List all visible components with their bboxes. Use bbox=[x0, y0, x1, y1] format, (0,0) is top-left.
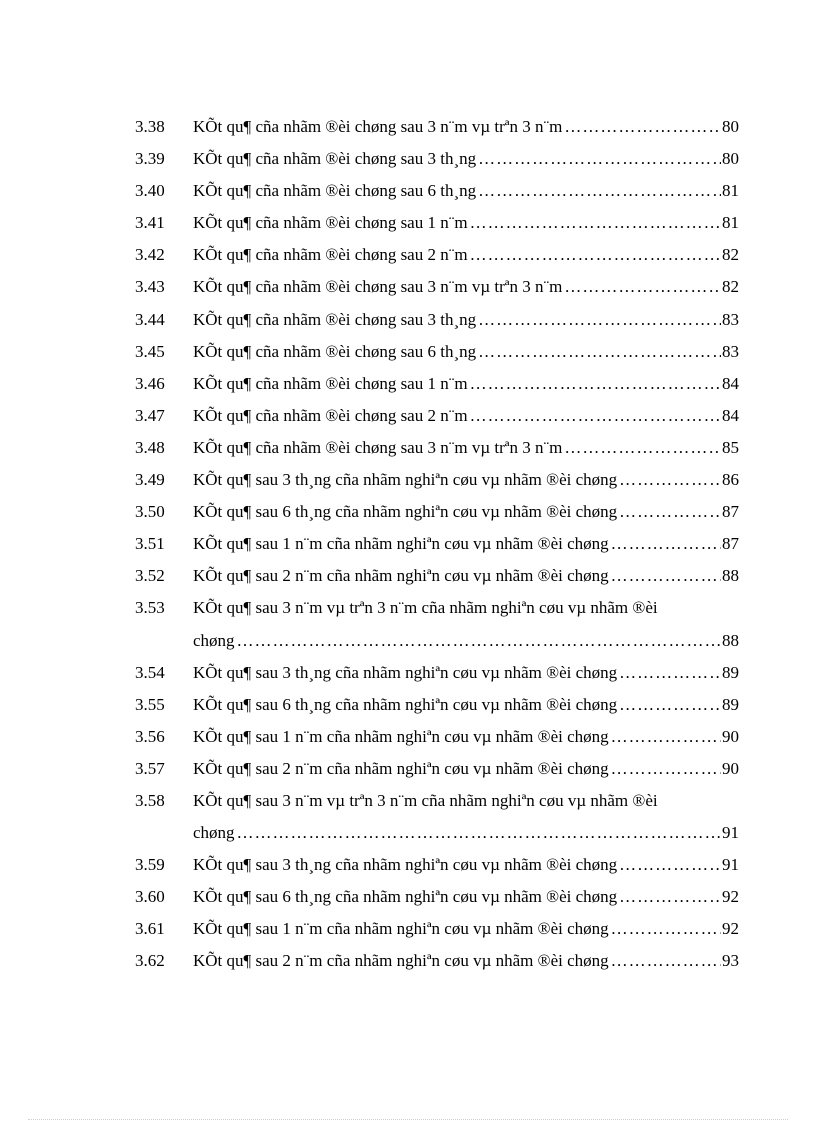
entry-title: KÕt qu¶ sau 3 th¸ng cña nhãm nghiªn cøu vµ nhãm ®èi chøng bbox=[193, 662, 618, 682]
entry-page: 92 bbox=[722, 887, 739, 907]
entry-page: 93 bbox=[722, 951, 739, 971]
entry-title: KÕt qu¶ cña nhãm ®èi chøng sau 6 th¸ng bbox=[193, 341, 477, 361]
toc-entry-multiline[interactable] bbox=[135, 592, 739, 656]
toc-entry[interactable] bbox=[135, 528, 739, 560]
entry-number: 3.60 bbox=[135, 887, 165, 907]
toc-entry[interactable] bbox=[135, 689, 739, 721]
dot-leader bbox=[478, 304, 721, 336]
toc-entry[interactable] bbox=[135, 175, 739, 207]
entry-title: KÕt qu¶ cña nhãm ®èi chøng sau 2 n¨m bbox=[193, 405, 468, 425]
entry-page: 86 bbox=[722, 470, 739, 490]
dot-leader bbox=[237, 625, 721, 657]
entry-title: KÕt qu¶ sau 2 n¨m cña nhãm nghiªn cøu vµ nhãm ®èi chøng bbox=[193, 566, 609, 586]
dot-leader bbox=[564, 271, 721, 303]
toc-entry[interactable] bbox=[135, 913, 739, 945]
entry-title: KÕt qu¶ sau 3 th¸ng cña nhãm nghiªn cøu vµ nhãm ®èi chøng bbox=[193, 855, 618, 875]
entry-number: 3.39 bbox=[135, 149, 165, 169]
entry-page: 87 bbox=[722, 502, 739, 522]
toc-entry[interactable] bbox=[135, 560, 739, 592]
toc-entry[interactable] bbox=[135, 400, 739, 432]
entry-title: KÕt qu¶ sau 2 n¨m cña nhãm nghiªn cøu vµ nhãm ®èi chøng bbox=[193, 758, 609, 778]
entry-title-line1: KÕt qu¶ sau 3 n¨m vµ trªn 3 n¨m cña nhãm nghiªn cøu vµ nhãm ®èi bbox=[193, 598, 658, 618]
entry-title: KÕt qu¶ sau 1 n¨m cña nhãm nghiªn cøu vµ nhãm ®èi chøng bbox=[193, 534, 609, 554]
entry-number: 3.49 bbox=[135, 470, 165, 490]
entry-page: 80 bbox=[722, 149, 739, 169]
entry-page: 81 bbox=[722, 181, 739, 201]
toc-entry[interactable] bbox=[135, 336, 739, 368]
dot-leader bbox=[470, 207, 721, 239]
dot-leader bbox=[478, 175, 721, 207]
entry-number: 3.52 bbox=[135, 566, 165, 586]
entry-page: 84 bbox=[722, 373, 739, 393]
dot-leader bbox=[619, 496, 721, 528]
entry-page: 87 bbox=[722, 534, 739, 554]
dot-leader bbox=[237, 817, 721, 849]
entry-number: 3.54 bbox=[135, 662, 165, 682]
entry-number: 3.41 bbox=[135, 213, 165, 233]
dot-leader bbox=[619, 657, 721, 689]
entry-title-line1: KÕt qu¶ sau 3 n¨m vµ trªn 3 n¨m cña nhãm nghiªn cøu vµ nhãm ®èi bbox=[193, 790, 658, 810]
entry-number: 3.44 bbox=[135, 309, 165, 329]
entry-title: KÕt qu¶ cña nhãm ®èi chøng sau 1 n¨m bbox=[193, 213, 468, 233]
entry-title: KÕt qu¶ cña nhãm ®èi chøng sau 3 th¸ng bbox=[193, 309, 477, 329]
entry-number: 3.59 bbox=[135, 855, 165, 875]
entry-title: KÕt qu¶ sau 2 n¨m cña nhãm nghiªn cøu vµ nhãm ®èi chøng bbox=[193, 951, 609, 971]
entry-title: KÕt qu¶ cña nhãm ®èi chøng sau 2 n¨m bbox=[193, 245, 468, 265]
entry-title: KÕt qu¶ cña nhãm ®èi chøng sau 6 th¸ng bbox=[193, 181, 477, 201]
entry-title: KÕt qu¶ sau 1 n¨m cña nhãm nghiªn cøu vµ nhãm ®èi chøng bbox=[193, 919, 609, 939]
entry-page: 82 bbox=[722, 245, 739, 265]
entry-page: 90 bbox=[722, 726, 739, 746]
entry-title: KÕt qu¶ sau 1 n¨m cña nhãm nghiªn cøu vµ nhãm ®èi chøng bbox=[193, 726, 609, 746]
dot-leader bbox=[470, 400, 721, 432]
dot-leader bbox=[611, 560, 721, 592]
entry-title: KÕt qu¶ cña nhãm ®èi chøng sau 3 n¨m vµ trªn 3 n¨m bbox=[193, 437, 563, 457]
dot-leader bbox=[478, 143, 721, 175]
dot-leader bbox=[564, 432, 721, 464]
entry-number: 3.62 bbox=[135, 951, 165, 971]
entry-page: 82 bbox=[722, 277, 739, 297]
entry-page: 81 bbox=[722, 213, 739, 233]
entry-page: 89 bbox=[722, 662, 739, 682]
table-of-figures bbox=[135, 111, 739, 978]
entry-title-line2: chøng bbox=[193, 630, 235, 650]
entry-title: KÕt qu¶ cña nhãm ®èi chøng sau 3 n¨m vµ trªn 3 n¨m bbox=[193, 117, 563, 136]
toc-entry[interactable] bbox=[135, 207, 739, 239]
dot-leader bbox=[611, 945, 721, 977]
entry-page: 84 bbox=[722, 405, 739, 425]
entry-number: 3.48 bbox=[135, 437, 165, 457]
entry-number: 3.47 bbox=[135, 405, 165, 425]
entry-page: 89 bbox=[722, 694, 739, 714]
toc-entry[interactable] bbox=[135, 464, 739, 496]
dot-leader bbox=[619, 849, 721, 881]
dot-leader bbox=[611, 913, 721, 945]
dot-leader bbox=[470, 239, 721, 271]
entry-page: 88 bbox=[722, 566, 739, 586]
toc-entry[interactable] bbox=[135, 849, 739, 881]
entry-page: 90 bbox=[722, 758, 739, 778]
entry-title: KÕt qu¶ cña nhãm ®èi chøng sau 3 th¸ng bbox=[193, 149, 477, 169]
entry-title: KÕt qu¶ cña nhãm ®èi chøng sau 3 n¨m vµ trªn 3 n¨m bbox=[193, 277, 563, 297]
dot-leader bbox=[611, 753, 721, 785]
entry-number: 3.57 bbox=[135, 758, 165, 778]
dot-leader bbox=[619, 689, 721, 721]
toc-entry[interactable] bbox=[135, 368, 739, 400]
entry-title-line2: chøng bbox=[193, 823, 235, 843]
toc-entry[interactable] bbox=[135, 111, 739, 143]
dot-leader bbox=[564, 111, 721, 143]
entry-number: 3.45 bbox=[135, 341, 165, 361]
entry-number: 3.42 bbox=[135, 245, 165, 265]
dot-leader bbox=[619, 464, 721, 496]
entry-title: KÕt qu¶ sau 6 th¸ng cña nhãm nghiªn cøu vµ nhãm ®èi chøng bbox=[193, 694, 618, 714]
entry-page: 80 bbox=[722, 117, 739, 136]
dot-leader bbox=[478, 336, 721, 368]
toc-entry[interactable] bbox=[135, 753, 739, 785]
toc-entry[interactable] bbox=[135, 657, 739, 689]
dot-leader bbox=[611, 721, 721, 753]
entry-title: KÕt qu¶ sau 6 th¸ng cña nhãm nghiªn cøu vµ nhãm ®èi chøng bbox=[193, 887, 618, 907]
toc-entry[interactable] bbox=[135, 881, 739, 913]
entry-number: 3.40 bbox=[135, 181, 165, 201]
entry-number: 3.55 bbox=[135, 694, 165, 714]
entry-title: KÕt qu¶ sau 6 th¸ng cña nhãm nghiªn cøu vµ nhãm ®èi chøng bbox=[193, 502, 618, 522]
dot-leader bbox=[470, 368, 721, 400]
toc-entry[interactable] bbox=[135, 432, 739, 464]
entry-page: 88 bbox=[722, 630, 739, 650]
toc-entry[interactable] bbox=[135, 239, 739, 271]
entry-number: 3.53 bbox=[135, 598, 165, 618]
entry-title: KÕt qu¶ sau 3 th¸ng cña nhãm nghiªn cøu vµ nhãm ®èi chøng bbox=[193, 470, 618, 490]
toc-entry-multiline[interactable] bbox=[135, 785, 739, 849]
toc-entry[interactable] bbox=[135, 945, 739, 977]
entry-number: 3.58 bbox=[135, 790, 165, 810]
entry-number: 3.46 bbox=[135, 373, 165, 393]
entry-page: 85 bbox=[722, 437, 739, 457]
toc-entry[interactable] bbox=[135, 496, 739, 528]
entry-page: 91 bbox=[722, 823, 739, 843]
entry-number: 3.56 bbox=[135, 726, 165, 746]
entry-number: 3.51 bbox=[135, 534, 165, 554]
entry-number: 3.38 bbox=[135, 117, 165, 136]
entry-number: 3.61 bbox=[135, 919, 165, 939]
dot-leader bbox=[611, 528, 721, 560]
toc-entry[interactable] bbox=[135, 721, 739, 753]
entry-title: KÕt qu¶ cña nhãm ®èi chøng sau 1 n¨m bbox=[193, 373, 468, 393]
entry-page: 83 bbox=[722, 309, 739, 329]
toc-entry[interactable] bbox=[135, 304, 739, 336]
toc-entry[interactable] bbox=[135, 143, 739, 175]
entry-page: 83 bbox=[722, 341, 739, 361]
entry-number: 3.50 bbox=[135, 502, 165, 522]
entry-number: 3.43 bbox=[135, 277, 165, 297]
dot-leader bbox=[619, 881, 721, 913]
entry-page: 92 bbox=[722, 919, 739, 939]
toc-entry[interactable] bbox=[135, 271, 739, 303]
page-bottom-rule bbox=[28, 1119, 788, 1120]
entry-page: 91 bbox=[722, 855, 739, 875]
